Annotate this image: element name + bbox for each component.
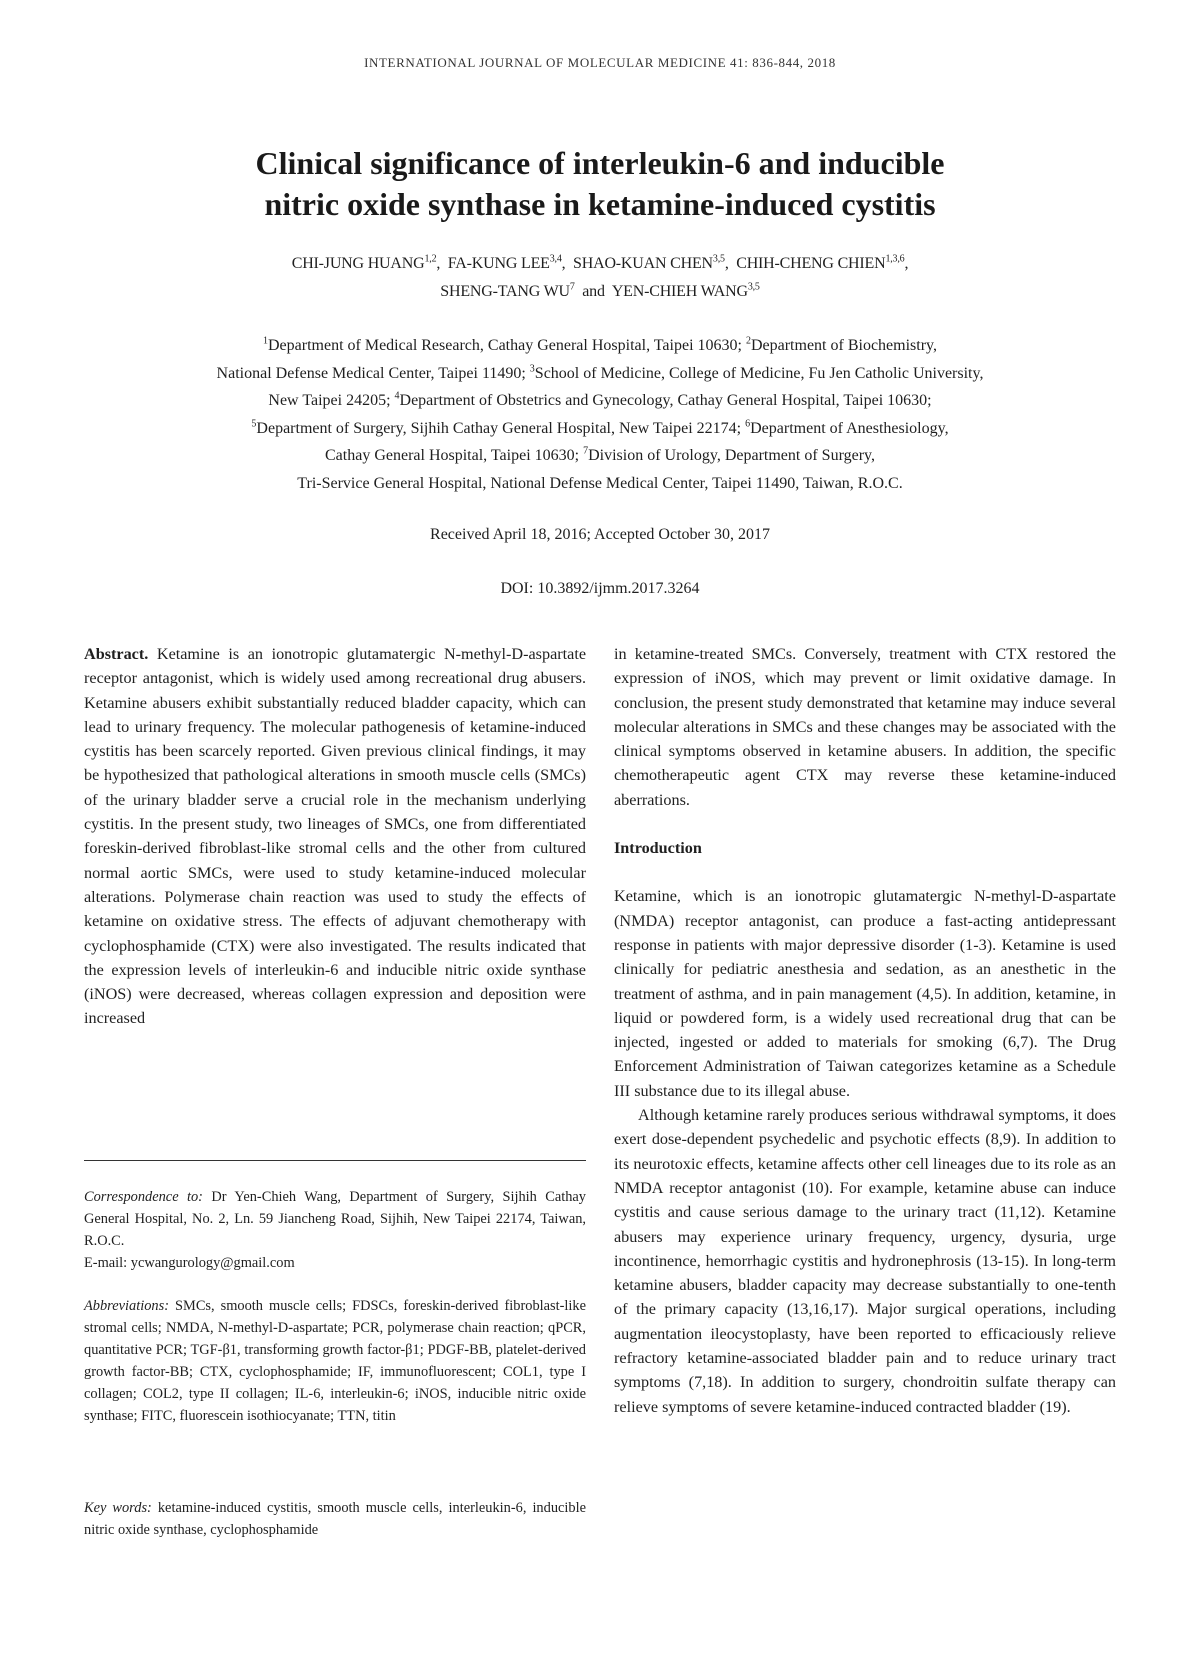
- article-title: [100, 143, 1100, 225]
- affiliation-line: [90, 360, 1110, 388]
- author-name: SHAO-KUAN CHEN: [573, 255, 713, 272]
- introduction-paragraph-1: Ketamine, which is an ionotropic glutamatergic N-methyl-D-aspartate (NMDA) receptor antagonist, can produce a fast-acting antidepressant response in patients with major depressive disorder (1-3). Ketamine is used clinically for pediatric anesthesia and sedation, as an anesthetic in the treatment of asthma, and in pain management (4,5). In addition, ketamine, in liquid or powdered form, is a widely used recreational drug that can be injected, ingested or added to materials for smoking (6,7). The Drug Enforcement Administration of Taiwan categorizes ketamine as a Schedule III substance due to its illegal abuse.: [614, 887, 1116, 1100]
- abstract-text: Ketamine is an ionotropic glutamatergic N-methyl-D-aspartate receptor antagonist, which is widely used among recreational drug abusers. Ketamine abusers exhibit substantially reduced bladder capacity, which can lead to urinary frequency. The molecular pathogenesis of ketamine-induced cystitis has been scarcely reported. Given previous clinical findings, it may be hypothesized that pathological alterations in smooth muscle cells (SMCs) of the urinary bladder serve a crucial role in the mechanism underlying cystitis. In the present study, two lineages of SMCs, one from differentiated foreskin-derived fibroblast-like stromal cells and the other from cultured normal aortic SMCs, were used to study ketamine-induced molecular alterations. Polymerase chain reaction was used to study the effects of ketamine on oxidative stress. The effects of adjuvant chemotherapy with cyclophosphamide (CTX) were also investigated. The results indicated that the expression levels of interleukin-6 and inducible nitric oxide synthase (iNOS) were decreased, whereas collagen expression and deposition were increased: [84, 645, 587, 1028]
- affiliation-line: [90, 442, 1110, 470]
- author-name: FA-KUNG LEE: [447, 255, 550, 272]
- author-line-1: CHI-JUNG HUANG$^{1,2}$, FA-KUNG LEE$^{3,4}$, SHAO-KUAN CHEN$^{3,5}$, CHIH-CHENG CHIEN$^{1,3,6}$,: [291, 253, 909, 272]
- affiliation-line: [90, 387, 1110, 415]
- abstract-continued: in ketamine-treated SMCs. Conversely, treatment with CTX restored the expression of iNOS, which may prevent or limit oxidative damage. In conclusion, the present study demonstrated that ketamine may induce several molecular alterations in SMCs and these changes may be associated with the clinical symptoms observed in ketamine abusers. In addition, the specific chemotherapeutic agent CTX may reverse these ketamine-induced aberrations.: [614, 645, 1116, 809]
- title-line-1: Clinical significance of interleukin-6 and inducible: [255, 145, 945, 181]
- correspondence-note: [84, 1186, 586, 1274]
- author-list: [100, 250, 1100, 306]
- affil-text: Division of Urology, Department of Surgery,: [588, 447, 875, 464]
- correspondence-email[interactable]: E-mail: ycwangurology@gmail.com: [84, 1255, 295, 1271]
- affil-text: School of Medicine, College of Medicine, Fu Jen Catholic University,: [534, 364, 984, 382]
- affil-text: Department of Surgery, Sijhih Cathay General Hospital, New Taipei 22174;: [256, 419, 746, 437]
- right-column: [614, 642, 1116, 1419]
- affil-text: Department of Obstetrics and Gynecology, Cathay General Hospital, Taipei 10630;: [399, 392, 932, 409]
- affil-text: New Taipei 24205;: [268, 392, 395, 409]
- affiliations: [90, 332, 1110, 497]
- affil-text: Department of Anesthesiology,: [750, 419, 949, 437]
- affiliation-line: [90, 470, 1110, 498]
- abbreviations-label: Abbreviations:: [84, 1298, 169, 1314]
- affil-text: Department of Medical Research, Cathay General Hospital, Taipei 10630;: [267, 337, 746, 354]
- author-affil-sup: 3,5: [712, 253, 725, 265]
- author-affil-sup: 7: [569, 281, 575, 293]
- affil-sup: 1: [262, 335, 268, 347]
- affil-text: National Defense Medical Center, Taipei 11490;: [216, 364, 530, 382]
- introduction-paragraph-2: Although ketamine rarely produces serious withdrawal symptoms, it does exert dose-dependent psychedelic and psychotic effects (8,9). In addition to its neurotoxic effects, ketamine affects other cell lineages due to its role as an NMDA receptor antagonist (10). For example, ketamine abuse can induce cystitis and cause serious damage to the urinary tract (11,12). Ketamine abusers may experience urinary frequency, urgency, dysuria, urge incontinence, hemorrhagic cystitis and hydronephrosis (13-15). In long-term ketamine abusers, bladder capacity may decrease substantially to one-tenth of the primary capacity (13,16,17). Major surgical operations, including augmentation ileocystoplasty, have been reported to efficaciously relieve refractory ketamine-associated bladder pain and to reduce urinary tract symptoms (7,18). In addition to surgery, chondroitin sulfate therapy can relieve symptoms of severe ketamine-induced contracted bladder (19).: [614, 1106, 1116, 1416]
- affil-text: Cathay General Hospital, Taipei 10630;: [325, 447, 584, 464]
- affil-sup: 2: [745, 335, 751, 347]
- abstract: [84, 642, 586, 1031]
- correspondence-label: Correspondence to:: [84, 1189, 203, 1205]
- affiliation-line: [90, 415, 1110, 443]
- affil-sup: 7: [583, 445, 589, 457]
- author-and: and: [582, 283, 605, 300]
- author-line-2: [100, 278, 1100, 306]
- abbreviations-note: [84, 1295, 586, 1427]
- doi-link[interactable]: DOI: 10.3892/ijmm.2017.3264: [500, 580, 700, 597]
- title-line-2: nitric oxide synthase in ketamine-induced cystitis: [264, 186, 936, 222]
- affil-sup: 6: [745, 418, 751, 430]
- author-affil-sup: 3,4: [549, 253, 562, 265]
- footnote-divider: [84, 1160, 586, 1161]
- author-name: YEN-CHIEH WANG: [611, 283, 748, 300]
- author-name: CHI-JUNG HUANG: [291, 255, 425, 272]
- author-affil-sup: 1,2: [424, 253, 437, 265]
- author-name: SHENG-TANG WU: [440, 283, 570, 300]
- correspondence-text: Dr Yen-Chieh Wang, Department of Surgery, Sijhih Cathay General Hospital, No. 2, Ln. 59 Jiancheng Road, Sijhih, New Taipei 22174, Taiwan, R.O.C.: [84, 1189, 586, 1249]
- received-dates: Received April 18, 2016; Accepted October 30, 2017: [430, 526, 770, 543]
- running-head: INTERNATIONAL JOURNAL OF MOLECULAR MEDICINE 41: 836-844, 2018: [364, 55, 836, 70]
- affil-text: Tri-Service General Hospital, National Defense Medical Center, Taipei 11490, Taiwan, R.O.C.: [297, 474, 903, 492]
- affil-sup: 5: [251, 418, 257, 430]
- author-affil-sup: 1,3,6: [885, 253, 905, 265]
- abstract-label: Abstract.: [84, 645, 149, 663]
- affil-sup: 3: [529, 363, 535, 375]
- author-name: CHIH-CHENG CHIEN: [736, 255, 886, 272]
- affiliation-line: [90, 332, 1110, 360]
- keywords-text: ketamine-induced cystitis, smooth muscle cells, interleukin-6, inducible nitric oxide synthase, cyclophosphamide: [84, 1500, 586, 1538]
- introduction-heading: Introduction: [614, 839, 702, 858]
- left-column: [84, 642, 586, 1031]
- affil-text: Department of Biochemistry,: [750, 337, 937, 354]
- author-affil-sup: 3,5: [747, 281, 760, 293]
- abbreviations-text: SMCs, smooth muscle cells; FDSCs, foreskin-derived fibroblast-like stromal cells; NMDA, N-methyl-D-aspartate; PCR, polymerase chain reaction; qPCR, quantitative PCR; TGF-β1, transforming growth factor-β1; PDGF-BB, platelet-derived growth factor-BB; CTX, cyclophosphamide; IF, immunofluorescent; COL1, type I collagen; COL2, type II collagen; IL-6, interleukin-6; iNOS, inducible nitric oxide synthase; FITC, fluorescein isothiocyanate; TTN, titin: [84, 1298, 586, 1424]
- keywords-label: Key words:: [84, 1500, 152, 1516]
- affil-sup: 4: [394, 390, 400, 402]
- keywords-note: [84, 1497, 586, 1541]
